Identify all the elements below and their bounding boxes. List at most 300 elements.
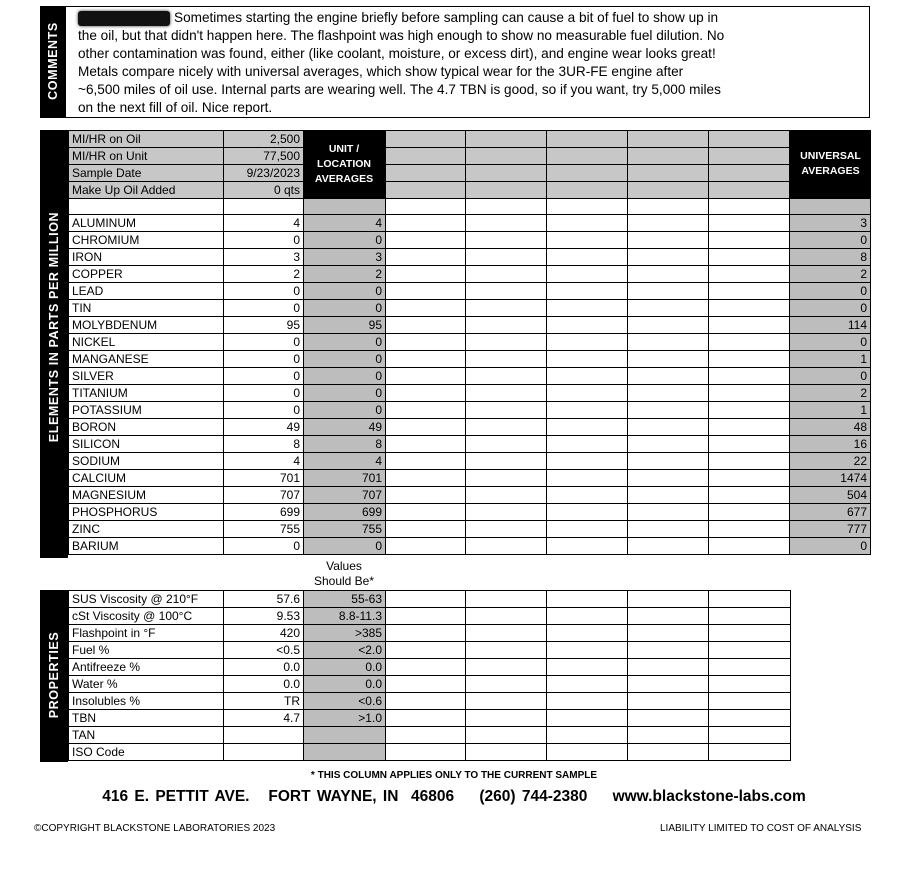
history-cell [386,334,466,351]
history-cell [547,591,628,608]
history-cell [547,215,628,232]
spacer-cell [547,199,628,215]
history-cell [466,625,547,642]
universal-average: 2 [790,266,871,283]
header-label: MI/HR on Unit [69,148,224,165]
element-name: BARIUM [69,538,224,555]
history-cell [709,727,791,744]
history-cell [709,249,790,266]
history-cell [547,710,628,727]
spacer-cell [224,199,304,215]
universal-average: 0 [790,334,871,351]
history-cell [547,727,628,744]
history-cell [466,453,547,470]
element-name: SILICON [69,436,224,453]
history-cell [386,436,466,453]
history-cell [547,351,628,368]
spacer-cell [304,199,386,215]
history-cell [628,453,709,470]
element-row [69,504,871,521]
comment-line: the oil, but that didn't happen here. The flashpoint was high enough to show no measurable fuel dilution. No [78,28,725,43]
element-name: ZINC [69,521,224,538]
element-row [69,368,871,385]
comments-label: COMMENTS [46,22,60,100]
element-name: TIN [69,300,224,317]
comments-side-label [40,6,66,118]
property-value: 4.7 [224,710,304,727]
property-row [69,625,791,642]
history-cell [466,591,547,608]
header-value: 9/23/2023 [224,165,304,182]
history-cell [628,727,709,744]
history-cell [628,215,709,232]
comment-line: Metals compare nicely with universal averages, which show typical wear for the 3UR-FE engine after [78,64,684,79]
history-cell [709,283,790,300]
property-name: SUS Viscosity @ 210°F [69,591,224,608]
universal-average: 504 [790,487,871,504]
history-cell [547,131,628,148]
universal-average: 0 [790,368,871,385]
element-value: 0 [224,368,304,385]
element-row [69,470,871,487]
element-value: 0 [224,283,304,300]
unit-average: 0 [304,385,386,402]
history-cell [386,642,466,659]
universal-average: 777 [790,521,871,538]
element-row [69,419,871,436]
element-value: 0 [224,402,304,419]
element-value: 699 [224,504,304,521]
history-cell [466,538,547,555]
element-row [69,521,871,538]
element-row [69,402,871,419]
history-cell [466,676,547,693]
universal-average: 0 [790,538,871,555]
unit-average: 0 [304,538,386,555]
header-line: AVERAGES [314,173,374,185]
unit-average: 707 [304,487,386,504]
spacer-cell [790,199,871,215]
property-should-be: 0.0 [304,676,386,693]
history-cell [709,744,791,761]
history-cell [709,436,790,453]
history-cell [466,283,547,300]
spacer-cell [386,199,466,215]
element-name: SILVER [69,368,224,385]
history-cell [628,470,709,487]
properties-side-label [40,590,68,762]
element-row [69,283,871,300]
history-cell [386,504,466,521]
property-row [69,591,791,608]
element-value: 3 [224,249,304,266]
universal-average: 48 [790,419,871,436]
spacer-cell [709,199,790,215]
history-cell [386,625,466,642]
property-row [69,608,791,625]
history-cell [547,436,628,453]
history-cell [709,232,790,249]
element-value: 755 [224,521,304,538]
property-row [69,642,791,659]
history-cell [466,351,547,368]
element-value: 95 [224,317,304,334]
element-value: 4 [224,453,304,470]
history-cell [466,334,547,351]
history-cell [628,625,709,642]
history-cell [709,453,790,470]
history-cell [709,300,790,317]
header-label: MI/HR on Oil [69,131,224,148]
element-row [69,385,871,402]
history-cell [628,676,709,693]
history-cell [547,521,628,538]
history-cell [466,368,547,385]
element-row [69,351,871,368]
unit-average: 3 [304,249,386,266]
element-value: 707 [224,487,304,504]
element-value: 0 [224,334,304,351]
history-cell [547,385,628,402]
element-row [69,453,871,470]
history-cell [709,165,790,182]
element-name: NICKEL [69,334,224,351]
history-cell [709,710,791,727]
history-cell [709,538,790,555]
header-value: 77,500 [224,148,304,165]
universal-average: 16 [790,436,871,453]
element-value: 0 [224,300,304,317]
unit-average: 49 [304,419,386,436]
history-cell [386,351,466,368]
history-cell [628,608,709,625]
property-value: 57.6 [224,591,304,608]
unit-average: 0 [304,232,386,249]
history-cell [547,419,628,436]
unit-average: 0 [304,283,386,300]
property-should-be: >1.0 [304,710,386,727]
header-label: Make Up Oil Added [69,182,224,199]
element-name: TITANIUM [69,385,224,402]
comment-line: on the next fill of oil. Nice report. [78,100,273,115]
history-cell [709,317,790,334]
property-name: TAN [69,727,224,744]
history-cell [466,521,547,538]
property-value: 0.0 [224,659,304,676]
element-name: LEAD [69,283,224,300]
unit-average: 699 [304,504,386,521]
unit-average: 4 [304,215,386,232]
comment-line: ~6,500 miles of oil use. Internal parts are wearing well. The 4.7 TBN is good, so if you want, try 5,000 miles [78,82,721,97]
history-cell [709,148,790,165]
history-cell [547,659,628,676]
history-cell [628,693,709,710]
unit-average: 95 [304,317,386,334]
history-cell [386,727,466,744]
history-cell [386,453,466,470]
history-cell [628,402,709,419]
element-row [69,487,871,504]
history-cell [386,710,466,727]
history-cell [386,249,466,266]
universal-average: 1 [790,351,871,368]
universal-average: 114 [790,317,871,334]
history-cell [709,521,790,538]
history-cell [386,470,466,487]
history-cell [628,165,709,182]
history-cell [628,131,709,148]
history-cell [386,317,466,334]
element-row [69,317,871,334]
history-cell [466,727,547,744]
elements-side-label [40,130,68,558]
universal-average: 677 [790,504,871,521]
history-cell [547,402,628,419]
history-cell [628,249,709,266]
history-cell [386,300,466,317]
history-cell [547,642,628,659]
history-cell [628,266,709,283]
spacer-cell [69,199,224,215]
property-should-be: 8.8-11.3 [304,608,386,625]
property-name: Flashpoint in °F [69,625,224,642]
history-cell [628,317,709,334]
header-value: 0 qts [224,182,304,199]
property-should-be [304,744,386,761]
spacer-cell [628,199,709,215]
property-row [69,710,791,727]
history-cell [466,232,547,249]
unit-average: 8 [304,436,386,453]
universal-average: 1474 [790,470,871,487]
history-cell [709,642,791,659]
history-cell [628,504,709,521]
element-value: 0 [224,232,304,249]
unit-average: 0 [304,368,386,385]
element-value: 2 [224,266,304,283]
history-cell [466,659,547,676]
history-cell [386,591,466,608]
properties-table [68,590,791,761]
history-cell [547,182,628,199]
unit-average: 2 [304,266,386,283]
property-should-be: <2.0 [304,642,386,659]
element-row [69,436,871,453]
history-cell [386,693,466,710]
element-row [69,215,871,232]
spacer-row [69,199,871,215]
history-cell [547,317,628,334]
lab-address: 416 E. PETTIT AVE. FORT WAYNE, IN 46806 (260) 744-2380 www.blackstone-labs.com [102,788,806,805]
history-cell [628,148,709,165]
history-cell [466,744,547,761]
copyright: ©COPYRIGHT BLACKSTONE LABORATORIES 2023 [34,823,276,834]
property-should-be: 55-63 [304,591,386,608]
history-cell [709,487,790,504]
universal-average: 3 [790,215,871,232]
history-cell [386,283,466,300]
history-cell [628,744,709,761]
history-cell [628,300,709,317]
history-cell [386,744,466,761]
history-cell [386,487,466,504]
header-line: UNIT / [328,143,360,155]
history-cell [386,402,466,419]
history-cell [709,385,790,402]
element-name: MANGANESE [69,351,224,368]
header-line: AVERAGES [801,165,860,177]
property-name: cSt Viscosity @ 100°C [69,608,224,625]
history-cell [547,165,628,182]
element-name: IRON [69,249,224,266]
history-cell [547,608,628,625]
history-cell [466,385,547,402]
element-value: 49 [224,419,304,436]
history-cell [386,368,466,385]
history-cell [466,642,547,659]
universal-average: 0 [790,283,871,300]
property-row [69,676,791,693]
history-cell [466,436,547,453]
history-cell [466,131,547,148]
property-row [69,727,791,744]
history-cell [709,351,790,368]
element-value: 0 [224,538,304,555]
history-cell [709,131,790,148]
property-should-be: <0.6 [304,693,386,710]
history-cell [628,591,709,608]
history-cell [386,148,466,165]
universal-average: 22 [790,453,871,470]
header-info-row [69,148,871,165]
property-row [69,659,791,676]
history-cell [628,351,709,368]
history-cell [628,521,709,538]
history-cell [466,215,547,232]
history-cell [628,385,709,402]
property-value: <0.5 [224,642,304,659]
property-name: Fuel % [69,642,224,659]
universal-average: 0 [790,300,871,317]
unit-average: 4 [304,453,386,470]
elements-table [68,130,871,555]
history-cell [466,710,547,727]
history-cell [466,402,547,419]
element-name: CHROMIUM [69,232,224,249]
history-cell [547,249,628,266]
history-cell [386,266,466,283]
history-cell [466,148,547,165]
history-cell [547,487,628,504]
history-cell [709,334,790,351]
history-cell [466,182,547,199]
history-cell [628,368,709,385]
property-row [69,693,791,710]
history-cell [547,676,628,693]
properties-label: PROPERTIES [47,631,61,719]
element-value: 0 [224,351,304,368]
history-cell [628,182,709,199]
unit-average: 0 [304,402,386,419]
history-cell [709,676,791,693]
history-cell [547,504,628,521]
history-cell [466,266,547,283]
history-cell [386,659,466,676]
values-should-be-label [303,559,385,589]
unit-average: 0 [304,300,386,317]
universal-average: 8 [790,249,871,266]
history-cell [547,470,628,487]
footnote: * THIS COLUMN APPLIES ONLY TO THE CURRENT SAMPLE [310,770,598,781]
comment-line: Sometimes starting the engine briefly before sampling can cause a bit of fuel to show up in [174,10,719,25]
property-name: ISO Code [69,744,224,761]
element-name: MOLYBDENUM [69,317,224,334]
history-cell [709,693,791,710]
property-name: Antifreeze % [69,659,224,676]
element-row [69,266,871,283]
universal-averages-header [790,130,871,198]
element-name: MAGNESIUM [69,487,224,504]
element-name: SODIUM [69,453,224,470]
history-cell [628,538,709,555]
property-value: 9.53 [224,608,304,625]
history-cell [709,419,790,436]
element-row [69,232,871,249]
unit-average: 0 [304,334,386,351]
history-cell [628,232,709,249]
property-value [224,727,304,744]
history-cell [466,693,547,710]
history-cell [628,487,709,504]
history-cell [547,453,628,470]
header-info-row [69,165,871,182]
element-value: 701 [224,470,304,487]
liability-note: LIABILITY LIMITED TO COST OF ANALYSIS [660,823,862,834]
unit-average: 755 [304,521,386,538]
history-cell [628,659,709,676]
history-cell [547,266,628,283]
history-cell [709,266,790,283]
history-cell [547,625,628,642]
history-cell [547,368,628,385]
universal-average: 0 [790,232,871,249]
history-cell [386,608,466,625]
history-cell [547,334,628,351]
element-name: CALCIUM [69,470,224,487]
property-should-be: 0.0 [304,659,386,676]
element-row [69,538,871,555]
history-cell [386,232,466,249]
history-cell [547,148,628,165]
history-cell [386,165,466,182]
header-line: LOCATION [316,158,372,170]
property-value: TR [224,693,304,710]
history-cell [386,521,466,538]
history-cell [628,283,709,300]
property-value: 420 [224,625,304,642]
history-cell [386,538,466,555]
history-cell [386,215,466,232]
history-cell [386,419,466,436]
element-value: 8 [224,436,304,453]
property-row [69,744,791,761]
history-cell [466,470,547,487]
history-cell [547,744,628,761]
history-cell [547,538,628,555]
element-name: COPPER [69,266,224,283]
history-cell [628,710,709,727]
element-row [69,334,871,351]
